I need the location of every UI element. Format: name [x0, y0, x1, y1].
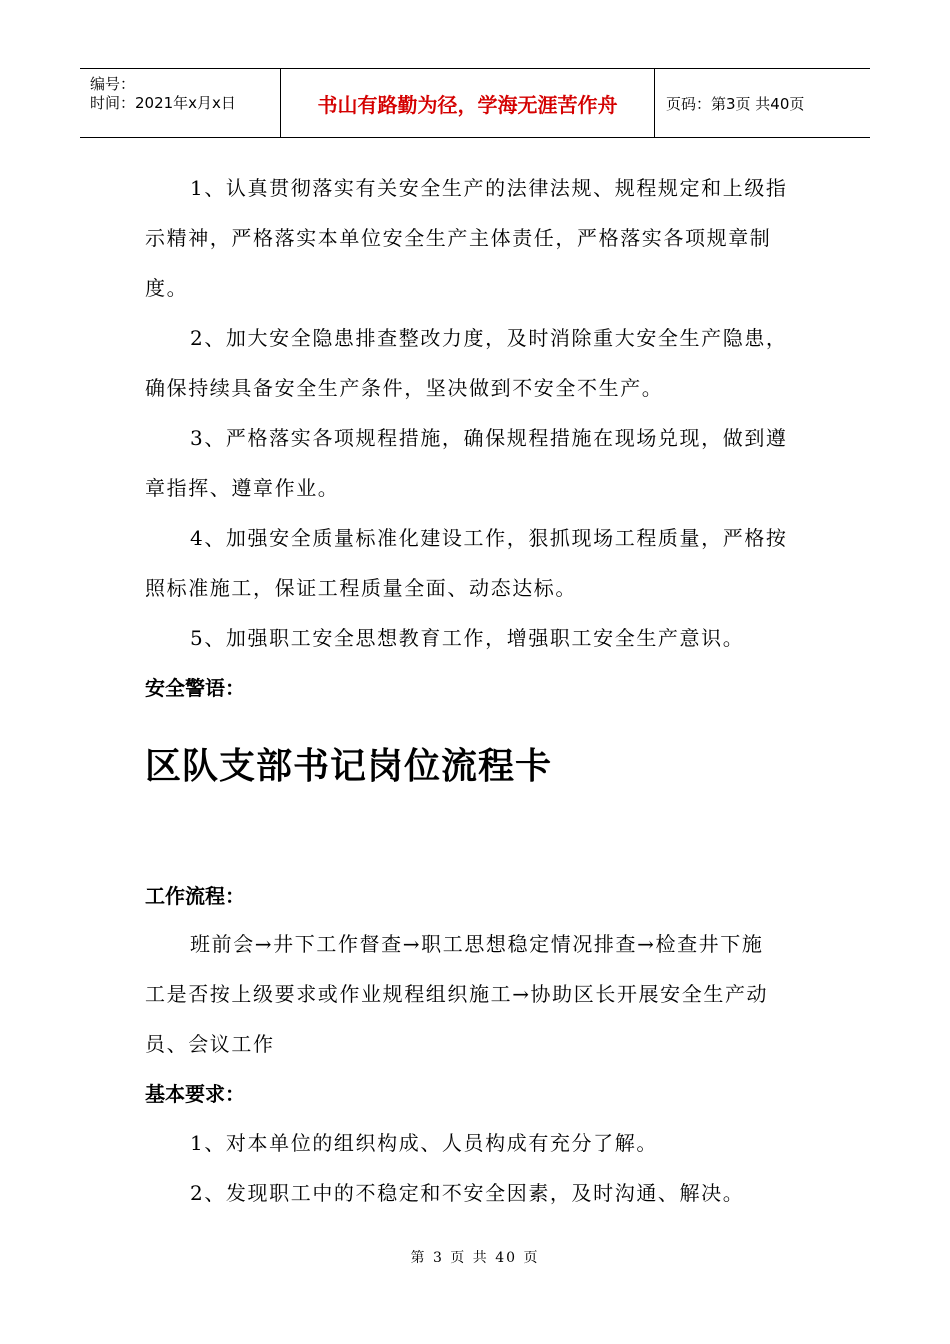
- requirement-item: 2、发现职工中的不稳定和不安全因素，及时沟通、解决。: [190, 1181, 745, 1205]
- page-footer: 第 3 页 共 40 页: [410, 1250, 540, 1266]
- rule-line: 度。: [145, 276, 189, 300]
- rule-line: 5、加强职工安全思想教育工作，增强职工安全生产意识。: [190, 626, 745, 650]
- rule-line: 3、严格落实各项规程措施，确保规程措施在现场兑现，做到遵: [190, 426, 788, 450]
- document-time-label: 时间：2021年x月x日: [90, 94, 236, 112]
- rule-line: 确保持续具备安全生产条件，坚决做到不安全不生产。: [145, 376, 664, 400]
- workflow-heading: 工作流程：: [145, 884, 245, 908]
- header-page-cell: [655, 69, 870, 137]
- header-page-code: 页码：第3页 共40页: [666, 94, 805, 113]
- header-motto-cell: [281, 69, 655, 137]
- header-meta-cell: [80, 69, 281, 137]
- requirement-item: 1、对本单位的组织构成、人员构成有充分了解。: [190, 1131, 658, 1155]
- rule-line: 示精神，严格落实本单位安全生产主体责任，严格落实各项规章制: [145, 226, 772, 250]
- requirements-heading: 基本要求：: [145, 1082, 245, 1106]
- document-header: [80, 68, 870, 138]
- card-title: 区队支部书记岗位流程卡: [145, 746, 553, 787]
- workflow-line: 班前会→井下工作督查→职工思想稳定情况排查→检查井下施: [190, 932, 764, 956]
- rule-line: 章指挥、遵章作业。: [145, 476, 340, 500]
- workflow-line: 工是否按上级要求或作业规程组织施工→协助区长开展安全生产动: [145, 982, 769, 1006]
- header-motto: 书山有路勤为径，学海无涯苦作舟: [317, 92, 618, 117]
- rule-line: 4、加强安全质量标准化建设工作，狠抓现场工程质量，严格按: [190, 526, 788, 550]
- workflow-line: 员、会议工作: [145, 1032, 275, 1056]
- document-number-label: 编号：: [90, 75, 136, 93]
- rule-line: 2、加大安全隐患排查整改力度，及时消除重大安全生产隐患，: [190, 326, 788, 350]
- rule-line: 照标准施工，保证工程质量全面、动态达标。: [145, 576, 577, 600]
- safety-warning-heading: 安全警语：: [145, 676, 245, 700]
- rule-line: 1、认真贯彻落实有关安全生产的法律法规、规程规定和上级指: [190, 176, 788, 200]
